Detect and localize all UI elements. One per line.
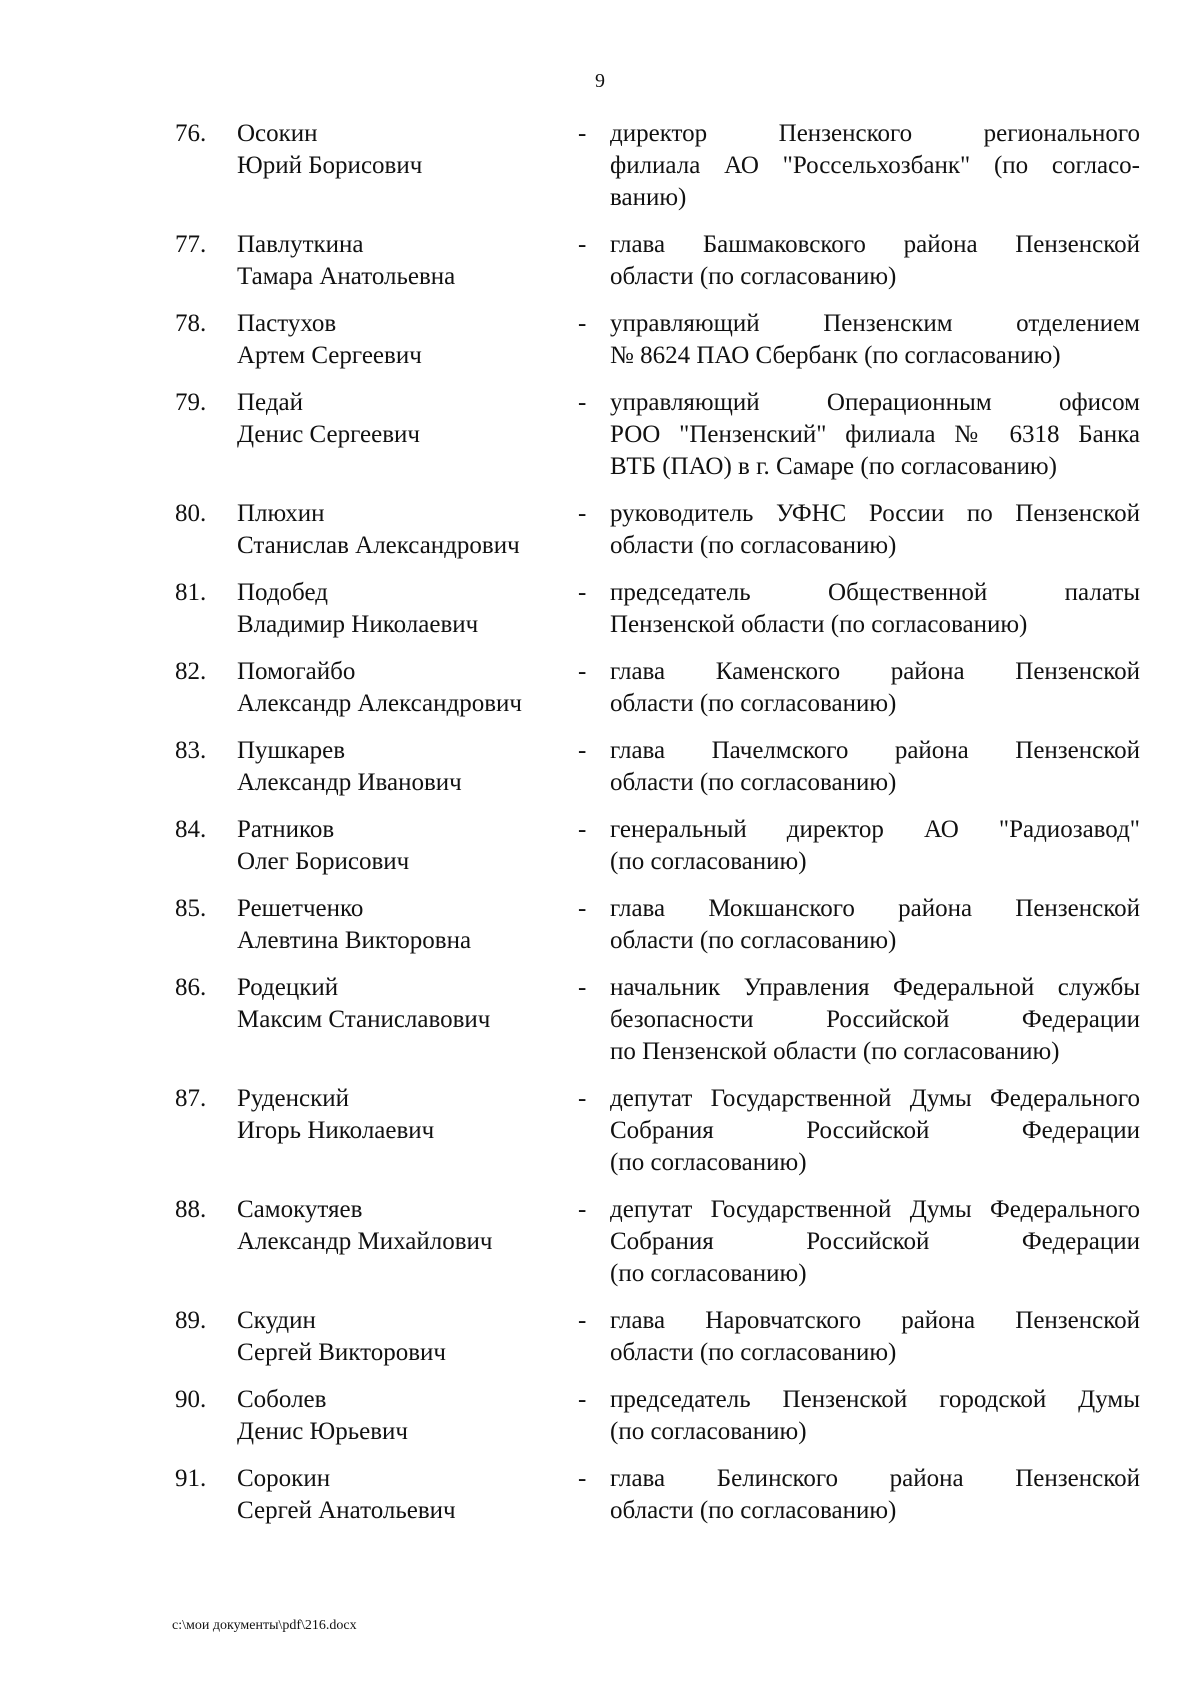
item-number: 87. xyxy=(175,1085,207,1112)
person-name-line: Александр Михайлович xyxy=(237,1228,493,1255)
item-number: 79. xyxy=(175,389,207,416)
item-number: 81. xyxy=(175,579,207,606)
person-name-line: Решетченко xyxy=(237,895,364,922)
person-name xyxy=(237,1194,567,1258)
person-name-line: Плюхин xyxy=(237,500,325,527)
position-description-line: области (по согласованию) xyxy=(610,263,897,290)
person-name-line: Денис Сергеевич xyxy=(237,421,421,448)
page-number: 9 xyxy=(595,70,605,92)
position-description-line: председатель Общественной палаты xyxy=(610,579,1140,606)
item-number: 82. xyxy=(175,658,207,685)
separator-dash: - xyxy=(578,579,587,606)
person-name xyxy=(237,577,567,641)
person-name-line: Тамара Анатольевна xyxy=(237,263,456,290)
item-number: 77. xyxy=(175,231,207,258)
person-name-line: Александр Иванович xyxy=(237,769,462,796)
person-name xyxy=(237,1384,567,1448)
person-name xyxy=(237,972,567,1036)
person-name-line: Артем Сергеевич xyxy=(237,342,422,369)
position-description-line: директор Пензенского регионального xyxy=(610,120,1140,147)
list-item xyxy=(0,1083,1200,1179)
person-name-line: Родецкий xyxy=(237,974,339,1001)
position-description xyxy=(610,1194,1140,1290)
position-description-line: председатель Пензенской городской Думы xyxy=(610,1386,1140,1413)
position-description-line: глава Наровчатского района Пензенской xyxy=(610,1307,1140,1334)
person-name-line: Станислав Александрович xyxy=(237,532,520,559)
position-description-line: глава Пачелмского района Пензенской xyxy=(610,737,1140,764)
separator-dash: - xyxy=(578,1307,587,1334)
person-name-line: Осокин xyxy=(237,120,318,147)
position-description xyxy=(610,387,1140,483)
person-name-line: Сергей Анатольевич xyxy=(237,1497,456,1524)
item-number: 83. xyxy=(175,737,207,764)
position-description-line: № 8624 ПАО Сбербанк (по согласованию) xyxy=(610,342,1061,369)
position-description-line: (по согласованию) xyxy=(610,1260,807,1287)
person-name-line: Соболев xyxy=(237,1386,327,1413)
list-item xyxy=(0,577,1200,641)
position-description-line: управляющий Пензенским отделением xyxy=(610,310,1140,337)
separator-dash: - xyxy=(578,231,587,258)
person-name-line: Самокутяев xyxy=(237,1196,363,1223)
position-description-line: глава Башмаковского района Пензенской xyxy=(610,231,1140,258)
person-name-line: Пастухов xyxy=(237,310,337,337)
position-description-line: области (по согласованию) xyxy=(610,1497,897,1524)
member-list xyxy=(0,118,1200,1542)
position-description-line: начальник Управления Федеральной службы xyxy=(610,974,1140,1001)
position-description-line: депутат Государственной Думы Федерального xyxy=(610,1196,1140,1223)
person-name xyxy=(237,229,567,293)
position-description xyxy=(610,1305,1140,1369)
separator-dash: - xyxy=(578,1085,587,1112)
person-name-line: Пушкарев xyxy=(237,737,346,764)
item-number: 85. xyxy=(175,895,207,922)
separator-dash: - xyxy=(578,658,587,685)
item-number: 91. xyxy=(175,1465,207,1492)
person-name xyxy=(237,1305,567,1369)
person-name-line: Подобед xyxy=(237,579,328,606)
item-number: 78. xyxy=(175,310,207,337)
person-name xyxy=(237,893,567,957)
list-item xyxy=(0,814,1200,878)
person-name-line: Максим Станиславович xyxy=(237,1006,491,1033)
item-number: 84. xyxy=(175,816,207,843)
person-name-line: Алевтина Викторовна xyxy=(237,927,472,954)
position-description xyxy=(610,972,1140,1068)
list-item xyxy=(0,387,1200,483)
person-name xyxy=(237,735,567,799)
position-description-line: области (по согласованию) xyxy=(610,927,897,954)
separator-dash: - xyxy=(578,1465,587,1492)
position-description-line: области (по согласованию) xyxy=(610,690,897,717)
person-name-line: Сорокин xyxy=(237,1465,331,1492)
position-description-line: глава Каменского района Пензенской xyxy=(610,658,1140,685)
position-description-line: глава Белинского района Пензенской xyxy=(610,1465,1140,1492)
file-path-footer: c:\мои документы\pdf\216.docx xyxy=(172,1618,357,1633)
list-item xyxy=(0,1194,1200,1290)
separator-dash: - xyxy=(578,389,587,416)
person-name xyxy=(237,498,567,562)
list-item xyxy=(0,1463,1200,1527)
item-number: 88. xyxy=(175,1196,207,1223)
person-name-line: Павлуткина xyxy=(237,231,364,258)
position-description-line: управляющий Операционным офисом xyxy=(610,389,1140,416)
position-description xyxy=(610,498,1140,562)
position-description-line: (по согласованию) xyxy=(610,1149,807,1176)
item-number: 80. xyxy=(175,500,207,527)
person-name-line: Юрий Борисович xyxy=(237,152,423,179)
person-name-line: Ратников xyxy=(237,816,335,843)
person-name-line: Сергей Викторович xyxy=(237,1339,446,1366)
list-item xyxy=(0,118,1200,214)
person-name-line: Александр Александрович xyxy=(237,690,522,717)
separator-dash: - xyxy=(578,974,587,1001)
list-item xyxy=(0,656,1200,720)
position-description-line: руководитель УФНС России по Пензенской xyxy=(610,500,1140,527)
separator-dash: - xyxy=(578,1386,587,1413)
position-description xyxy=(610,656,1140,720)
separator-dash: - xyxy=(578,1196,587,1223)
list-item xyxy=(0,498,1200,562)
person-name-line: Олег Борисович xyxy=(237,848,410,875)
person-name-line: Денис Юрьевич xyxy=(237,1418,409,1445)
position-description xyxy=(610,814,1140,878)
position-description-line: филиала АО "Россельхозбанк" (по согласо- xyxy=(610,152,1140,179)
person-name-line: Помогайбо xyxy=(237,658,356,685)
separator-dash: - xyxy=(578,310,587,337)
list-item xyxy=(0,972,1200,1068)
person-name-line: Педай xyxy=(237,389,304,416)
position-description xyxy=(610,735,1140,799)
person-name xyxy=(237,308,567,372)
position-description-line: безопасности Российской Федерации xyxy=(610,1006,1140,1033)
item-number: 90. xyxy=(175,1386,207,1413)
position-description-line: ванию) xyxy=(610,184,687,211)
position-description-line: (по согласованию) xyxy=(610,848,807,875)
item-number: 89. xyxy=(175,1307,207,1334)
position-description-line: депутат Государственной Думы Федерального xyxy=(610,1085,1140,1112)
position-description-line: области (по согласованию) xyxy=(610,532,897,559)
person-name xyxy=(237,118,567,182)
person-name xyxy=(237,1463,567,1527)
position-description xyxy=(610,577,1140,641)
list-item xyxy=(0,1305,1200,1369)
position-description xyxy=(610,308,1140,372)
separator-dash: - xyxy=(578,120,587,147)
person-name-line: Игорь Николаевич xyxy=(237,1117,435,1144)
person-name xyxy=(237,1083,567,1147)
item-number: 76. xyxy=(175,120,207,147)
separator-dash: - xyxy=(578,737,587,764)
list-item xyxy=(0,893,1200,957)
person-name-line: Скудин xyxy=(237,1307,316,1334)
position-description-line: области (по согласованию) xyxy=(610,769,897,796)
list-item xyxy=(0,1384,1200,1448)
position-description xyxy=(610,893,1140,957)
position-description xyxy=(610,1083,1140,1179)
list-item xyxy=(0,308,1200,372)
position-description xyxy=(610,118,1140,214)
separator-dash: - xyxy=(578,816,587,843)
position-description-line: Собрания Российской Федерации xyxy=(610,1117,1140,1144)
person-name xyxy=(237,387,567,451)
position-description xyxy=(610,229,1140,293)
position-description-line: ВТБ (ПАО) в г. Самаре (по согласованию) xyxy=(610,453,1057,480)
separator-dash: - xyxy=(578,500,587,527)
position-description-line: Пензенской области (по согласованию) xyxy=(610,611,1028,638)
list-item xyxy=(0,229,1200,293)
separator-dash: - xyxy=(578,895,587,922)
position-description-line: глава Мокшанского района Пензенской xyxy=(610,895,1140,922)
position-description-line: Собрания Российской Федерации xyxy=(610,1228,1140,1255)
position-description-line: области (по согласованию) xyxy=(610,1339,897,1366)
position-description xyxy=(610,1463,1140,1527)
position-description-line: генеральный директор АО "Радиозавод" xyxy=(610,816,1140,843)
person-name-line: Руденский xyxy=(237,1085,350,1112)
person-name xyxy=(237,814,567,878)
list-item xyxy=(0,735,1200,799)
position-description-line: по Пензенской области (по согласованию) xyxy=(610,1038,1060,1065)
person-name xyxy=(237,656,567,720)
position-description-line: (по согласованию) xyxy=(610,1418,807,1445)
position-description-line: РОО "Пензенский" филиала № 6318 Банка xyxy=(610,421,1140,448)
position-description xyxy=(610,1384,1140,1448)
person-name-line: Владимир Николаевич xyxy=(237,611,479,638)
item-number: 86. xyxy=(175,974,207,1001)
